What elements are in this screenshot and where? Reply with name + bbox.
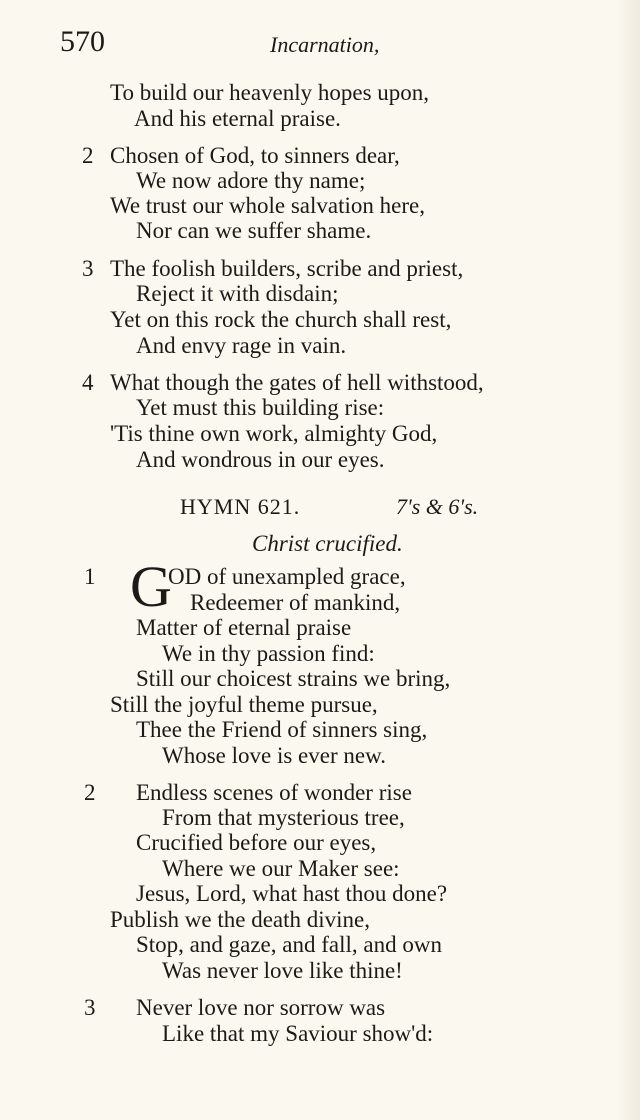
verse-line: Crucified before our eyes,: [136, 830, 377, 855]
verse-line: Nor can we suffer shame.: [136, 218, 372, 243]
verse-line: Reject it with disdain;: [136, 281, 339, 306]
drop-cap: G: [130, 554, 172, 619]
page-number: 570: [60, 25, 105, 58]
verse-line: And envy rage in vain.: [136, 333, 347, 358]
verse-line: Stop, and gaze, and fall, and own: [136, 932, 442, 957]
verse-line: Jesus, Lord, what hast thou done?: [136, 881, 448, 906]
verse-line: Was never love like thine!: [162, 958, 403, 983]
verse-line: Yet on this rock the church shall rest,: [110, 307, 452, 332]
stanza-number: 1: [84, 564, 96, 589]
verse-line: To build our heavenly hopes upon,: [110, 80, 430, 105]
verse-line: Like that my Saviour show'd:: [162, 1021, 434, 1046]
hymn-meter: 7's & 6's.: [396, 494, 479, 519]
verse-line: Yet must this building rise:: [136, 395, 385, 420]
verse-line: Thee the Friend of sinners sing,: [136, 717, 428, 742]
verse-line: We trust our whole salvation here,: [110, 193, 425, 218]
verse-line: Endless scenes of wonder rise: [136, 780, 412, 805]
verse-line: And his eternal praise.: [134, 106, 341, 131]
page-edge-shadow: [616, 0, 640, 1120]
stanza-number: 2: [82, 143, 94, 168]
verse-line: From that mysterious tree,: [162, 805, 405, 830]
verse-line: OD of unexampled grace,: [168, 564, 406, 589]
verse-line: We in thy passion find:: [162, 641, 375, 666]
verse-line: 'Tis thine own work, almighty God,: [110, 421, 438, 446]
stanza-number: 2: [84, 780, 96, 805]
verse-line: The foolish builders, scribe and priest,: [110, 256, 464, 281]
verse-line: Matter of eternal praise: [136, 615, 352, 640]
running-title: Incarnation,: [270, 32, 380, 57]
verse-line: We now adore thy name;: [136, 168, 366, 193]
verse-line: Whose love is ever new.: [162, 743, 386, 768]
verse-line: Still the joyful theme pursue,: [110, 692, 378, 717]
verse-line: Publish we the death divine,: [110, 907, 370, 932]
verse-line: Redeemer of mankind,: [190, 590, 401, 615]
hymn-subtitle: Christ crucified.: [252, 531, 403, 556]
verse-line: And wondrous in our eyes.: [136, 447, 385, 472]
hymn-title: HYMN 621.: [180, 494, 301, 519]
verse-line: Where we our Maker see:: [162, 856, 400, 881]
stanza-number: 3: [82, 256, 94, 281]
verse-line: What though the gates of hell withstood,: [110, 370, 484, 395]
stanza-number: 3: [84, 995, 96, 1020]
stanza-number: 4: [82, 370, 94, 395]
verse-line: Never love nor sorrow was: [136, 995, 386, 1020]
verse-line: Still our choicest strains we bring,: [136, 666, 451, 691]
verse-line: Chosen of God, to sinners dear,: [110, 143, 400, 168]
